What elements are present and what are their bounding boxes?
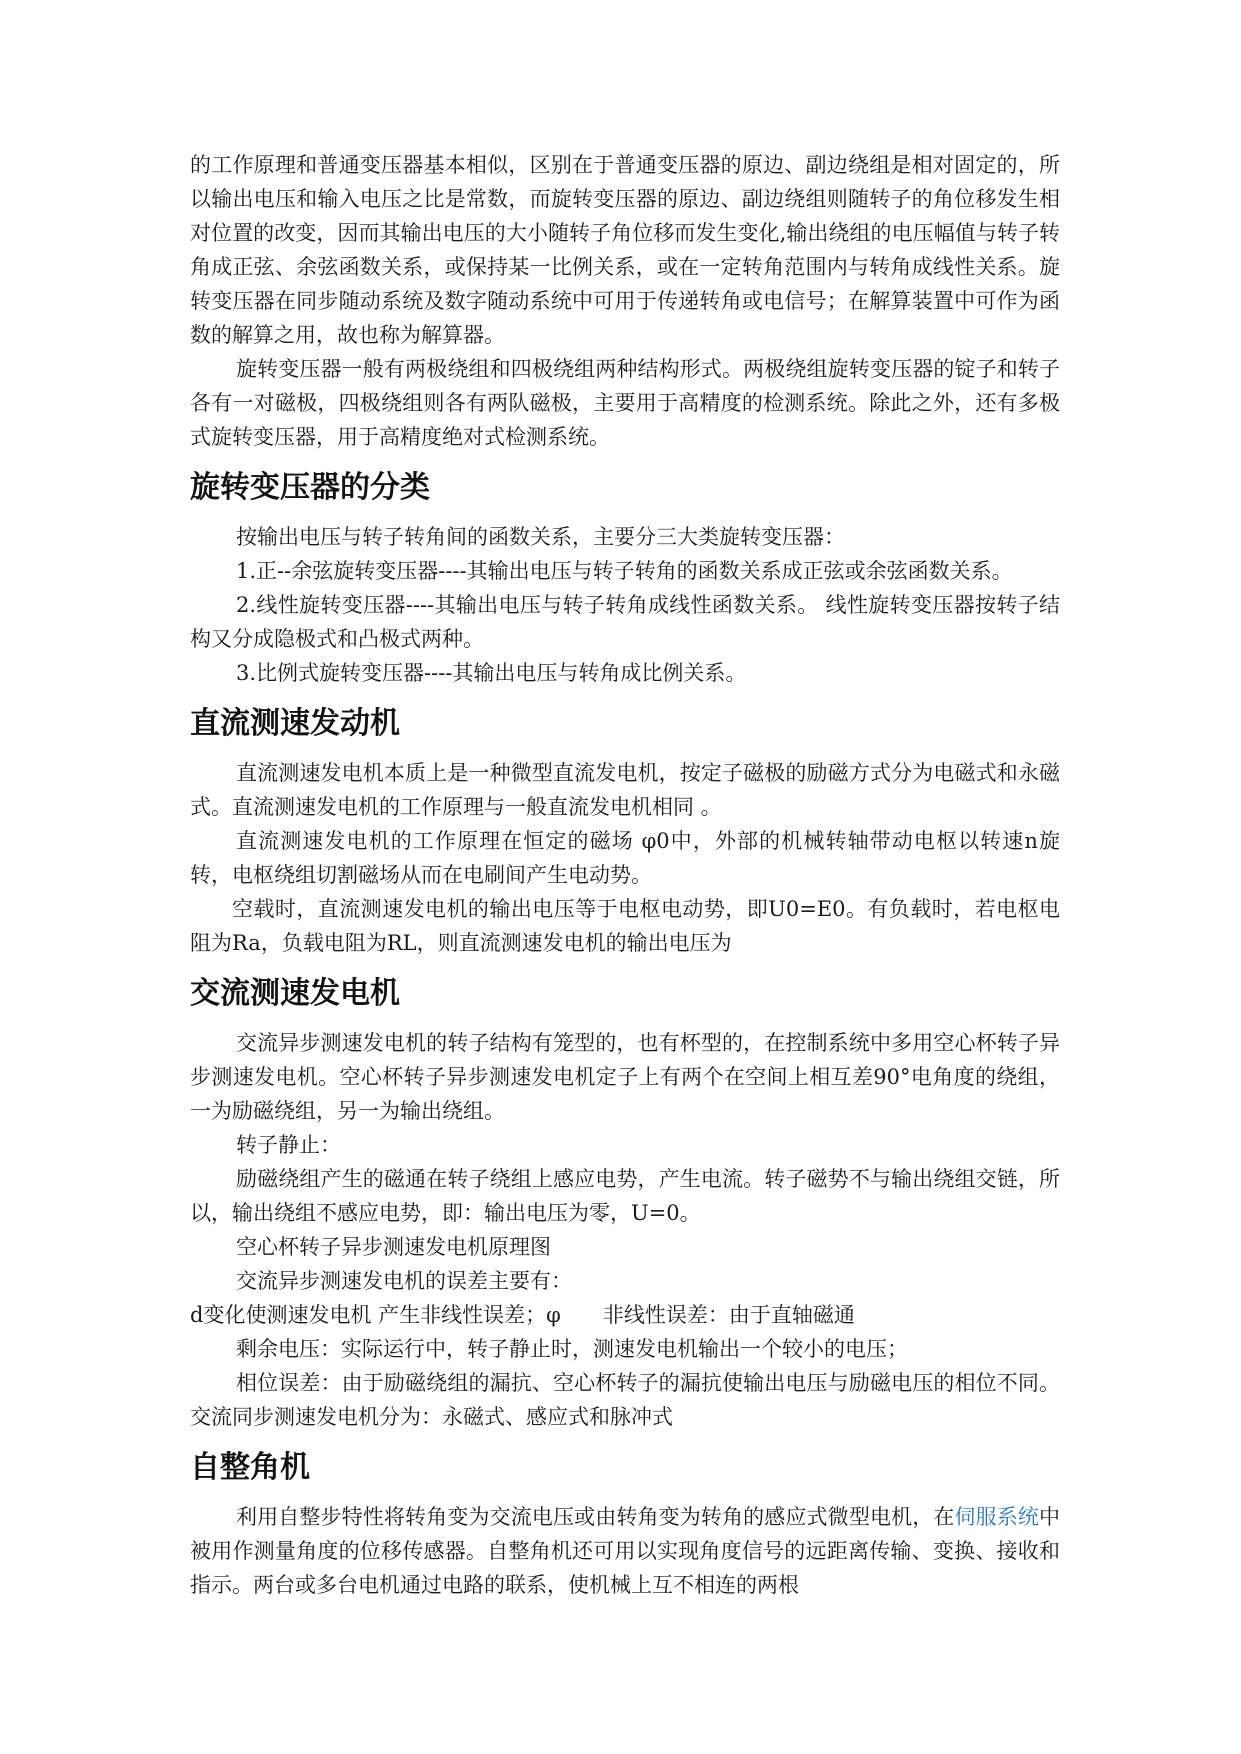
document-page bbox=[190, 148, 1060, 1602]
section-heading-synchro: 自整角机 bbox=[190, 1450, 310, 1485]
ac-tacho-paragraph-1: 交流异步测速发电机的转子结构有笼型的，也有杯型的，在控制系统中多用空心杯转子异步测速发电机。空心杯转子异步测速发电机定子上有两个在空间上相互差90°电角度的绕组，一为励磁绕组，另一为输出绕组。 bbox=[190, 1031, 1060, 1123]
section-heading-resolver-types: 旋转变压器的分类 bbox=[190, 470, 430, 505]
intro-paragraph-1: 的工作原理和普通变压器基本相似，区别在于普通变压器的原边、副边绕组是相对固定的，所以输出电压和输入电压之比是常数，而旋转变压器的原边、副边绕组则随转子的角位移发生相对位置的改变，因而其输出电压的大小随转子角位移而发生变化,输出绕组的电压幅值与转子转角成正弦、余弦函数关系，或保持某一比例关系，或在一定转角范围内与转角成线性关系。旋转变压器在同步随动系统及数字随动系统中可用于传递转角或电信号；在解算装置中可作为函数的解算之用，故也称为解算器。 bbox=[190, 153, 1060, 347]
resolver-type-3: 3.比例式旋转变压器----其输出电压与转角成比例关系。 bbox=[236, 661, 747, 685]
section-heading-dc-tachogenerator: 直流测速发动机 bbox=[190, 706, 400, 741]
intro-paragraph-2: 旋转变压器一般有两极绕组和四极绕组两种结构形式。两极绕组旋转变压器的锭子和转子各有一对磁极，四极绕组则各有两队磁极，主要用于高精度的检测系统。除此之外，还有多极式旋转变压器，用于高精度绝对式检测系统。 bbox=[190, 357, 1060, 449]
ac-tacho-paragraph-3: 励磁绕组产生的磁通在转子绕组上感应电势，产生电流。转子磁势不与输出绕组交链，所以，输出绕组不感应电势，即：输出电压为零，U=0。 bbox=[190, 1167, 1060, 1225]
ac-tacho-paragraph-5: 交流异步测速发电机的误差主要有： bbox=[236, 1269, 572, 1293]
synchro-text-before-link: 利用自整步特性将转角变为交流电压或由转角变为转角的感应式微型电机，在 bbox=[236, 1505, 955, 1529]
ac-tacho-paragraph-4: 空心杯转子异步测速发电机原理图 bbox=[236, 1235, 551, 1259]
ac-tacho-paragraph-8: 相位误差：由于励磁绕组的漏抗、空心杯转子的漏抗使输出电压与励磁电压的相位不同。交流同步测速发电机分为：永磁式、感应式和脉冲式 bbox=[190, 1371, 1060, 1429]
ac-tacho-paragraph-6: d变化使测速发电机 产生非线性误差；φ 非线性误差：由于直轴磁通 bbox=[190, 1303, 855, 1327]
section-heading-ac-tachogenerator: 交流测速发电机 bbox=[190, 976, 400, 1011]
servo-system-link[interactable]: 伺服系统 bbox=[954, 1505, 1040, 1529]
resolver-type-1: 1.正--余弦旋转变压器----其输出电压与转子转角的函数关系成正弦或余弦函数关系。 bbox=[236, 559, 1013, 583]
synchro-text-after-link: 中被用作测量角度的位移传感器。自整角机还可用以实现角度信号的远距离传输、变换、接收和指示。两台或多台电机通过电路的联系，使机械上互不相连的两根 bbox=[190, 1505, 1061, 1597]
resolver-types-intro: 按输出电压与转子转角间的函数关系，主要分三大类旋转变压器： bbox=[236, 525, 845, 549]
dc-tacho-paragraph-2: 直流测速发电机的工作原理在恒定的磁场 φ0中，外部的机械转轴带动电枢以转速n旋转，电枢绕组切割磁场从而在电刷间产生电动势。 bbox=[190, 829, 1060, 887]
ac-tacho-paragraph-7: 剩余电压：实际运行中，转子静止时，测速发电机输出一个较小的电压； bbox=[236, 1337, 908, 1361]
ac-tacho-paragraph-2: 转子静止： bbox=[236, 1133, 341, 1157]
resolver-type-2: 2.线性旋转变压器----其输出电压与转子转角成线性函数关系。 线性旋转变压器按转子结构又分成隐极式和凸极式两种。 bbox=[190, 593, 1060, 651]
synchro-paragraph-1 bbox=[190, 1500, 1060, 1602]
dc-tacho-paragraph-3: 空载时，直流测速发电机的输出电压等于电枢电动势，即U0=E0。有负载时，若电枢电阻为Ra，负载电阻为RL，则直流测速发电机的输出电压为 bbox=[190, 897, 1060, 955]
dc-tacho-paragraph-1: 直流测速发电机本质上是一种微型直流发电机，按定子磁极的励磁方式分为电磁式和永磁式。直流测速发电机的工作原理与一般直流发电机相同 。 bbox=[190, 761, 1060, 819]
